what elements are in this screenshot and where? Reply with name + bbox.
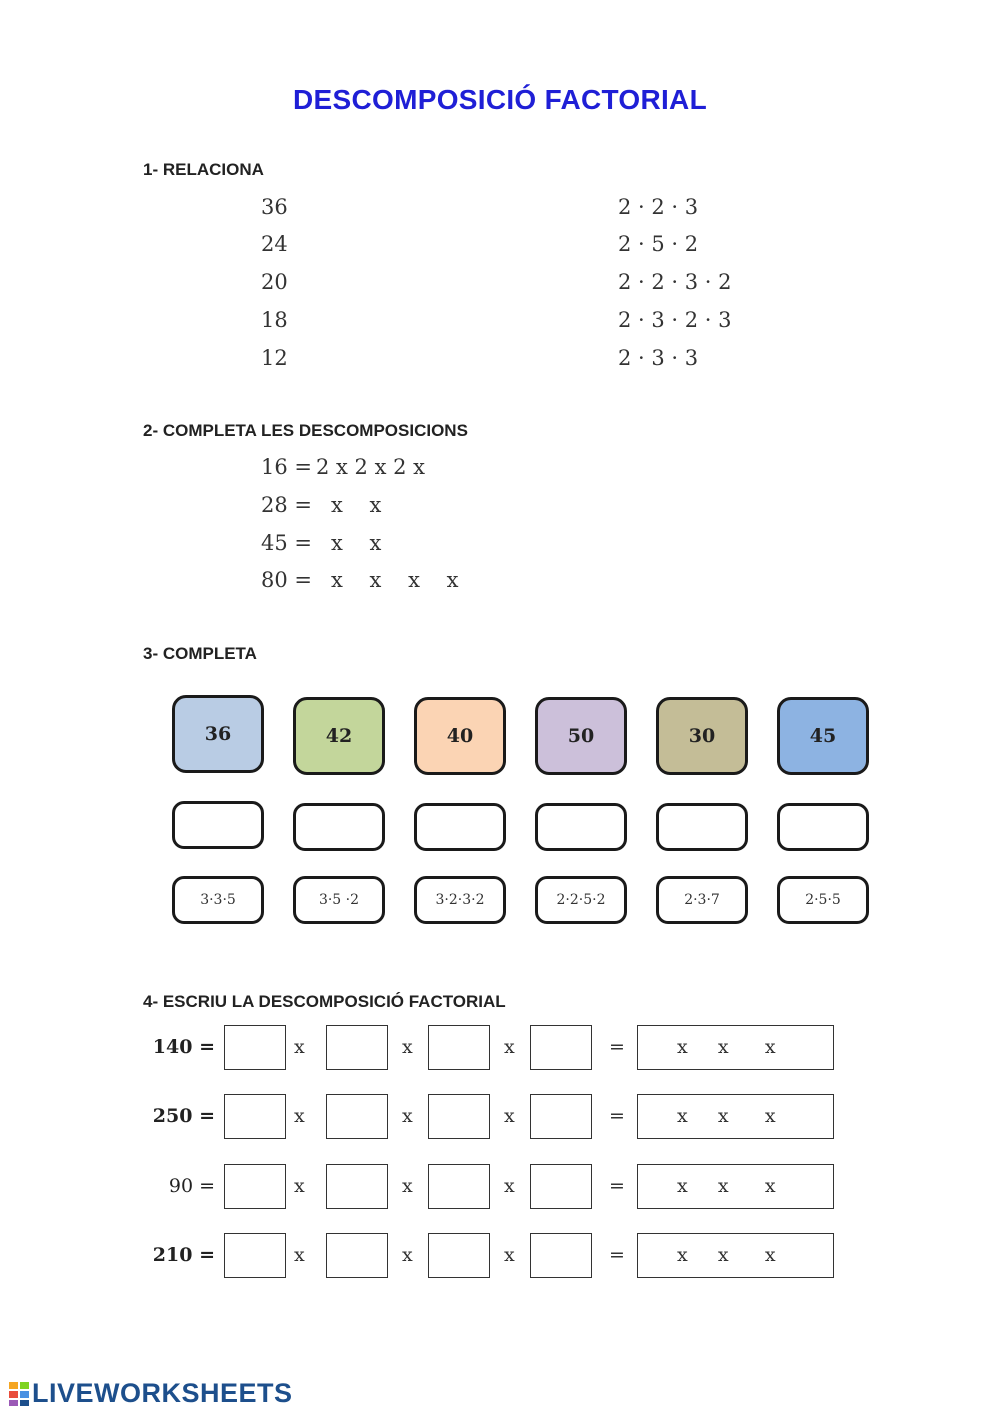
product-tile[interactable]: 2·3·7 — [656, 876, 748, 924]
number-tile-label: 30 — [688, 725, 716, 747]
number-tile[interactable] — [414, 697, 506, 775]
page-title: DESCOMPOSICIÓ FACTORIAL — [293, 84, 707, 115]
factor-input-box[interactable] — [224, 1025, 286, 1070]
number-tile[interactable] — [172, 695, 264, 773]
decomposition-label: 45 = — [261, 531, 312, 555]
factor-input-box[interactable] — [530, 1094, 592, 1139]
factor-row-label: 90 = — [168, 1175, 215, 1197]
result-input-box[interactable] — [637, 1164, 834, 1209]
equals-sign: = — [609, 1244, 625, 1266]
number-tile-label: 50 — [567, 725, 595, 747]
relate-product[interactable]: 2 · 5 · 2 — [618, 232, 699, 256]
relate-product[interactable]: 2 · 3 · 2 · 3 — [618, 308, 732, 332]
times-sign: x — [504, 1244, 515, 1266]
factor-input-box[interactable] — [428, 1164, 490, 1209]
decomposition-label: 28 = — [261, 493, 312, 517]
product-tile[interactable]: 3·5 ·2 — [293, 876, 385, 924]
section4-heading: 4- ESCRIU LA DESCOMPOSICIÓ FACTORIAL — [143, 992, 506, 1011]
product-tile[interactable]: 3·3·5 — [172, 876, 264, 924]
result-times-signs: x x x — [677, 1036, 776, 1058]
section1-heading: 1- RELACIONA — [143, 160, 264, 179]
decomposition-expression: x x — [331, 493, 382, 517]
decomposition-expression: x x x x — [331, 568, 459, 592]
product-tile[interactable]: 2·2·5·2 — [535, 876, 627, 924]
liveworksheets-logo — [8, 1378, 293, 1409]
number-tile-label: 45 — [809, 725, 837, 747]
times-sign: x — [504, 1105, 515, 1127]
answer-drop-zone[interactable] — [535, 803, 627, 851]
number-tile[interactable] — [777, 697, 869, 775]
factor-input-box[interactable] — [326, 1094, 388, 1139]
relate-number[interactable]: 20 — [261, 270, 288, 294]
factor-input-box[interactable] — [428, 1233, 490, 1278]
result-times-signs: x x x — [677, 1105, 776, 1127]
times-sign: x — [504, 1175, 515, 1197]
section2-heading: 2- COMPLETA LES DESCOMPOSICIONS — [143, 421, 468, 440]
times-sign: x — [402, 1244, 413, 1266]
times-sign: x — [294, 1105, 305, 1127]
relate-number[interactable]: 18 — [261, 308, 288, 332]
number-tile-label: 40 — [446, 725, 474, 747]
factor-input-box[interactable] — [326, 1233, 388, 1278]
number-tile-label: 36 — [204, 723, 232, 745]
factor-row-label: 250 = — [152, 1105, 215, 1127]
logo-blocks-icon — [8, 1381, 30, 1407]
logo-text: LIVEWORKSHEETS — [32, 1378, 293, 1408]
relate-number[interactable]: 12 — [261, 346, 288, 370]
factor-row-label: 210 = — [152, 1244, 215, 1266]
equals-sign: = — [609, 1175, 625, 1197]
decomposition-label: 80 = — [261, 568, 312, 592]
factor-input-box[interactable] — [326, 1164, 388, 1209]
relate-product[interactable]: 2 · 3 · 3 — [618, 346, 699, 370]
times-sign: x — [402, 1175, 413, 1197]
result-times-signs: x x x — [677, 1175, 776, 1197]
answer-drop-zone[interactable] — [656, 803, 748, 851]
answer-drop-zone[interactable] — [414, 803, 506, 851]
factor-input-box[interactable] — [428, 1094, 490, 1139]
factor-row-label: 140 = — [152, 1036, 215, 1058]
factor-input-box[interactable] — [224, 1233, 286, 1278]
times-sign: x — [294, 1036, 305, 1058]
number-tile[interactable] — [656, 697, 748, 775]
section3-heading: 3- COMPLETA — [143, 644, 257, 663]
number-tile[interactable] — [293, 697, 385, 775]
product-tile[interactable]: 3·2·3·2 — [414, 876, 506, 924]
decomposition-expression: 2 x 2 x 2 x — [316, 455, 425, 479]
result-times-signs: x x x — [677, 1244, 776, 1266]
equals-sign: = — [609, 1105, 625, 1127]
relate-number[interactable]: 24 — [261, 232, 288, 256]
result-input-box[interactable] — [637, 1094, 834, 1139]
factor-input-box[interactable] — [428, 1025, 490, 1070]
relate-product[interactable]: 2 · 2 · 3 · 2 — [618, 270, 732, 294]
times-sign: x — [402, 1036, 413, 1058]
answer-drop-zone[interactable] — [293, 803, 385, 851]
answer-drop-zone[interactable] — [172, 801, 264, 849]
factor-input-box[interactable] — [530, 1233, 592, 1278]
factor-input-box[interactable] — [224, 1094, 286, 1139]
times-sign: x — [294, 1244, 305, 1266]
times-sign: x — [294, 1175, 305, 1197]
times-sign: x — [402, 1105, 413, 1127]
decomposition-label: 16 = — [261, 455, 312, 479]
relate-number[interactable]: 36 — [261, 195, 288, 219]
factor-input-box[interactable] — [224, 1164, 286, 1209]
product-tile[interactable]: 2·5·5 — [777, 876, 869, 924]
factor-input-box[interactable] — [530, 1025, 592, 1070]
result-input-box[interactable] — [637, 1233, 834, 1278]
number-tile[interactable] — [535, 697, 627, 775]
factor-input-box[interactable] — [326, 1025, 388, 1070]
decomposition-expression: x x — [331, 531, 382, 555]
number-tile-label: 42 — [325, 725, 353, 747]
relate-product[interactable]: 2 · 2 · 3 — [618, 195, 699, 219]
result-input-box[interactable] — [637, 1025, 834, 1070]
equals-sign: = — [609, 1036, 625, 1058]
factor-input-box[interactable] — [530, 1164, 592, 1209]
answer-drop-zone[interactable] — [777, 803, 869, 851]
times-sign: x — [504, 1036, 515, 1058]
